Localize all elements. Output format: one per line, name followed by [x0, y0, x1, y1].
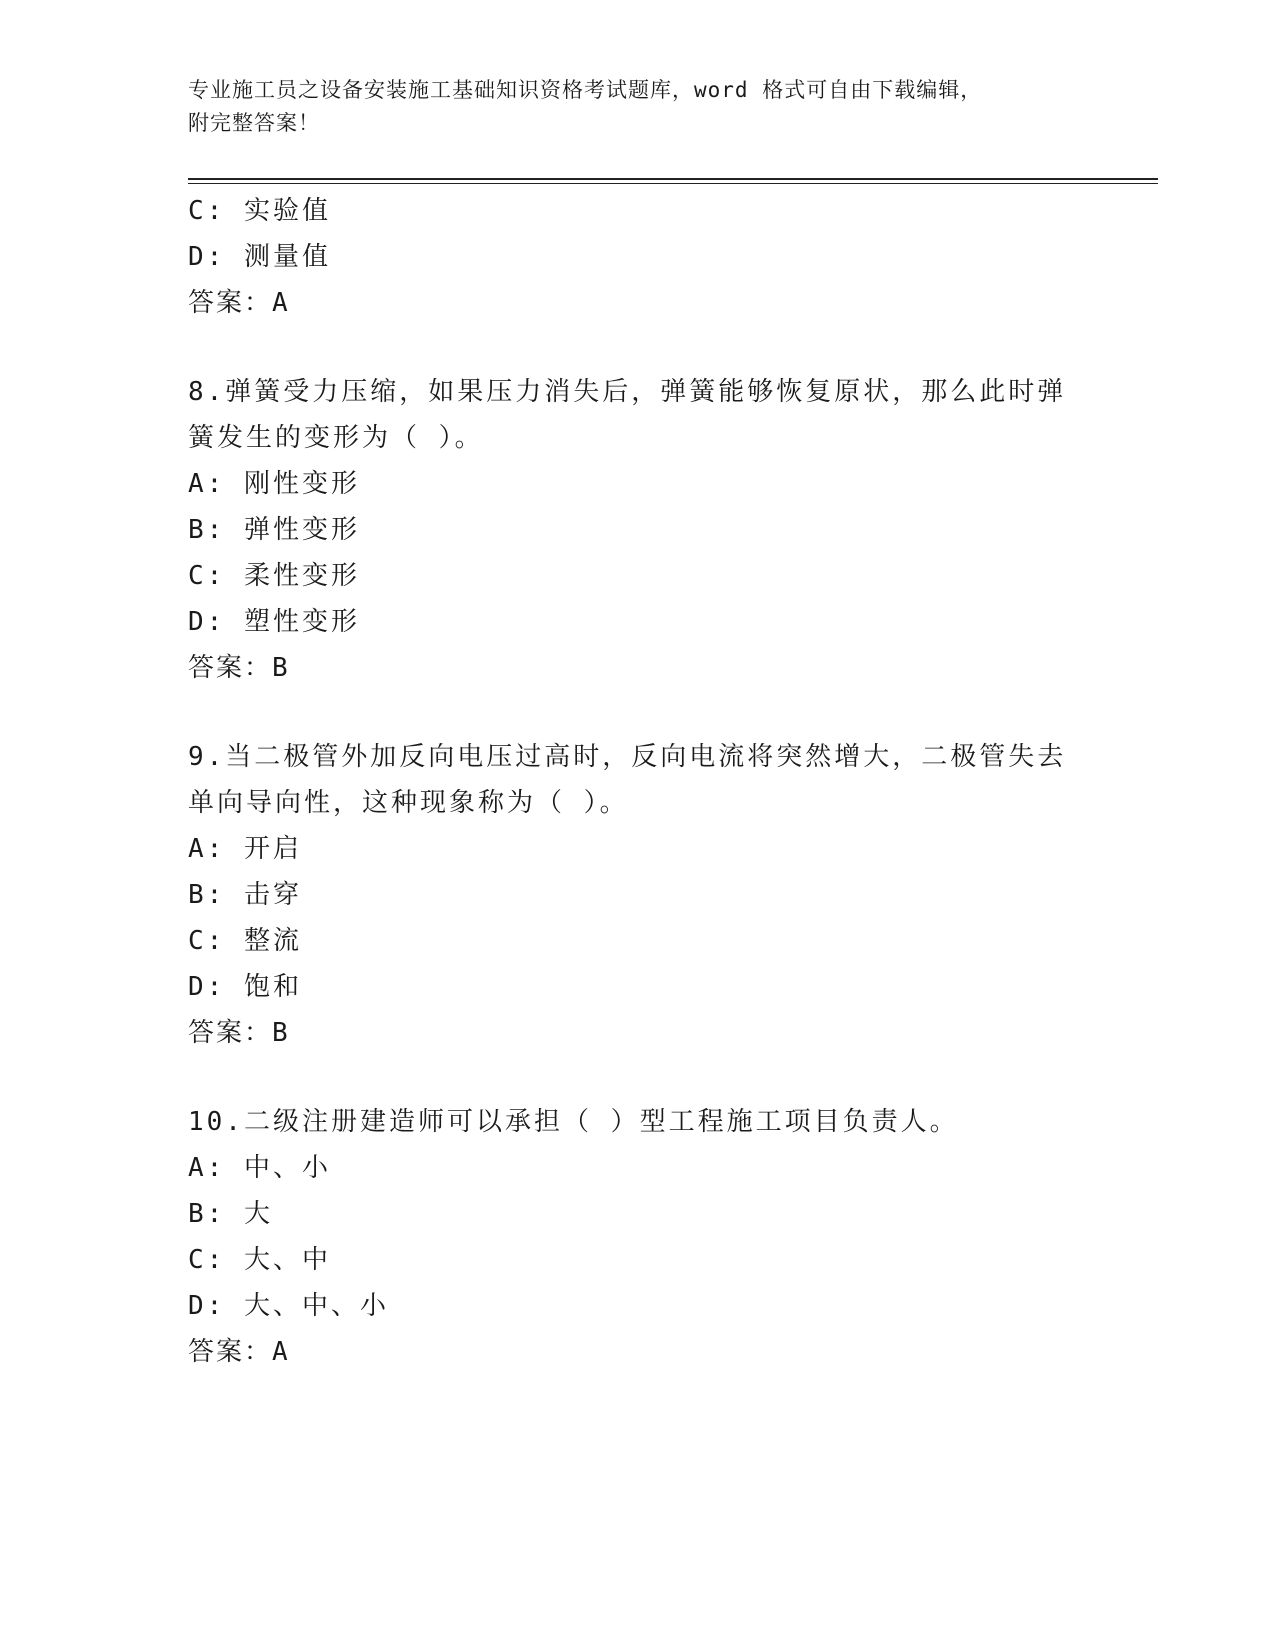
option-c: C: 整流 [188, 926, 302, 956]
option-c: C: 柔性变形 [188, 561, 360, 591]
question-8 [188, 369, 1088, 691]
question-content [188, 188, 1088, 1375]
question-9 [188, 734, 1088, 1056]
option-d: D: 塑性变形 [188, 607, 360, 637]
spacer [188, 691, 1088, 734]
answer-line: 答案：A [188, 288, 290, 318]
option-b: B: 击穿 [188, 880, 302, 910]
option-a: A: 中、小 [188, 1153, 331, 1183]
answer-line: 答案：B [188, 1018, 290, 1048]
page-header [188, 74, 1088, 140]
option-b: B: 大 [188, 1199, 273, 1229]
question-text-line-2: 簧发生的变形为（ ）。 [188, 423, 484, 453]
question-text-line-1: 10.二级注册建造师可以承担（ ）型工程施工项目负责人。 [188, 1107, 959, 1137]
question-text-line-2: 单向导向性，这种现象称为（ ）。 [188, 788, 629, 818]
option-d: D: 测量值 [188, 242, 331, 272]
option-d: D: 大、中、小 [188, 1291, 389, 1321]
spacer [188, 326, 1088, 369]
option-a: A: 开启 [188, 834, 302, 864]
previous-question-block [188, 188, 1088, 326]
option-b: B: 弹性变形 [188, 515, 360, 545]
option-a: A: 刚性变形 [188, 469, 360, 499]
header-divider-thick [188, 178, 1158, 180]
question-10 [188, 1099, 1088, 1375]
answer-line: 答案：B [188, 653, 290, 683]
answer-line: 答案：A [188, 1337, 290, 1367]
header-line-2: 附完整答案！ [188, 111, 320, 135]
option-c: C: 实验值 [188, 196, 331, 226]
option-d: D: 饱和 [188, 972, 302, 1002]
header-line-1: 专业施工员之设备安装施工基础知识资格考试题库，word 格式可自由下载编辑， [188, 78, 983, 102]
spacer [188, 1056, 1088, 1099]
header-divider-thin [188, 183, 1158, 184]
question-text-line-1: 9.当二极管外加反向电压过高时，反向电流将突然增大，二极管失去 [188, 742, 1067, 772]
question-text-line-1: 8.弹簧受力压缩，如果压力消失后，弹簧能够恢复原状，那么此时弹 [188, 377, 1067, 407]
option-c: C: 大、中 [188, 1245, 331, 1275]
